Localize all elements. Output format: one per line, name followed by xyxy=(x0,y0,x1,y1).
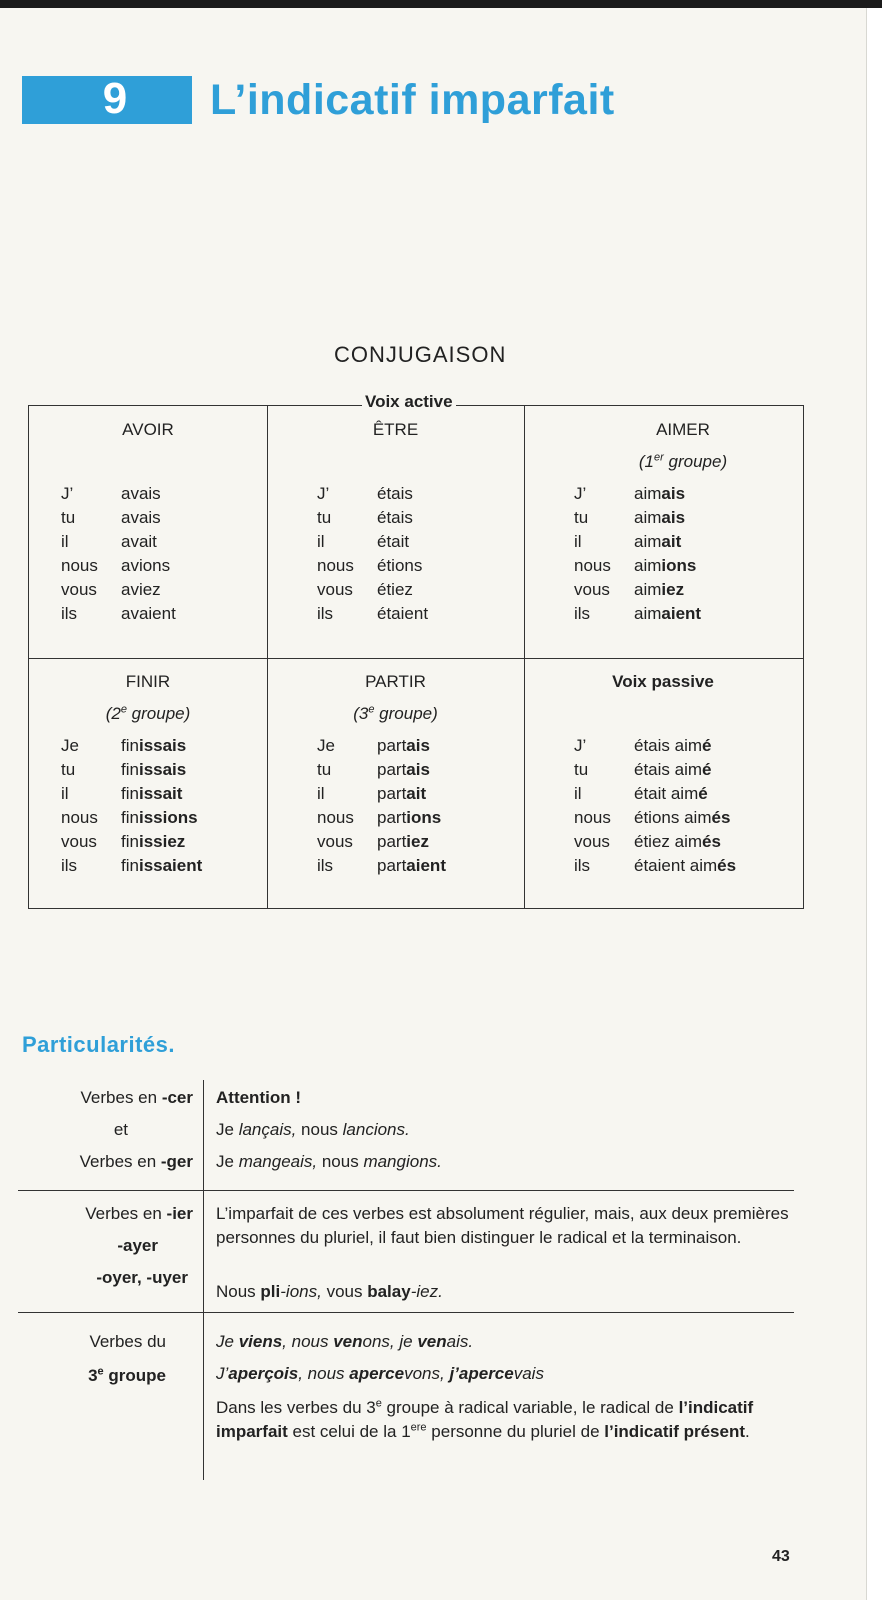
page-number: 43 xyxy=(772,1548,790,1565)
particularites-table xyxy=(18,1080,794,1480)
verb-title: AIMER xyxy=(656,420,710,439)
conjugation-row xyxy=(29,854,267,878)
verb-form: aimait xyxy=(634,532,682,551)
rule-example: Nous pli-ions, vous balay-iez. xyxy=(216,1282,443,1301)
conjugation-row xyxy=(267,482,524,506)
conjugation-row xyxy=(29,782,267,806)
conjugation-row xyxy=(524,830,802,854)
conjugation-row xyxy=(29,506,267,530)
conjugation-row xyxy=(267,602,524,626)
table-divider xyxy=(203,1080,204,1480)
rule-text: Dans les verbes du 3e groupe à radical variable, le radical de l’indicatif imparfait est celui de la 1ere personne du pluriel de l’indicatif présent. xyxy=(216,1397,754,1441)
conjugation-row xyxy=(29,578,267,602)
pronoun: vous xyxy=(61,832,97,851)
conjugation-row xyxy=(524,578,802,602)
conjugation-grid xyxy=(28,405,804,909)
top-border xyxy=(0,0,882,8)
verb-form: était xyxy=(377,532,410,551)
conjugation-row xyxy=(29,830,267,854)
table-divider xyxy=(18,1190,794,1191)
conjugation-row xyxy=(524,854,802,878)
conjugation-cell-etre xyxy=(267,406,524,658)
pronoun: nous xyxy=(317,808,354,827)
pronoun: Je xyxy=(317,736,335,755)
verb-form: partais xyxy=(377,760,430,779)
conjugation-row xyxy=(267,758,524,782)
conjugation-row xyxy=(524,734,802,758)
verb-form: étiez xyxy=(377,580,413,599)
pronoun: ils xyxy=(317,856,334,875)
conjugation-row xyxy=(29,530,267,554)
pronoun: vous xyxy=(61,580,97,599)
conjugation-row xyxy=(267,506,524,530)
verb-form: aimaient xyxy=(634,604,702,623)
pronoun: nous xyxy=(317,556,354,575)
conjugation-cell-voix-passive xyxy=(524,658,802,910)
conjugation-row xyxy=(29,602,267,626)
verb-form: étais aimé xyxy=(634,736,712,755)
conjugation-row xyxy=(524,506,802,530)
verb-title: AVOIR xyxy=(122,420,174,439)
conjugation-row xyxy=(267,854,524,878)
verb-form: avais xyxy=(121,484,161,503)
rule-example: Je mangeais, nous mangions. xyxy=(216,1152,442,1171)
conjugation-row xyxy=(524,806,802,830)
rule-label: Verbes en -ier xyxy=(85,1204,193,1223)
verb-form: finissiez xyxy=(121,832,186,851)
verb-form: partais xyxy=(377,736,430,755)
verb-form: avait xyxy=(121,532,157,551)
verb-form: finissions xyxy=(121,808,198,827)
conjugation-row xyxy=(29,758,267,782)
rule-label: Verbes en -cer xyxy=(80,1088,193,1107)
conjugation-row xyxy=(524,602,802,626)
pronoun: ils xyxy=(61,856,78,875)
pronoun: il xyxy=(574,532,582,551)
verb-form: était aimé xyxy=(634,784,708,803)
conjugation-row xyxy=(267,734,524,758)
conjugaison-heading: CONJUGAISON xyxy=(334,342,507,367)
verb-form: finissaient xyxy=(121,856,203,875)
chapter-number: 9 xyxy=(102,74,128,123)
verb-form: étiez aimés xyxy=(634,832,721,851)
conjugation-row xyxy=(29,482,267,506)
pronoun: vous xyxy=(317,580,353,599)
pronoun: tu xyxy=(317,508,332,527)
verb-form: partions xyxy=(377,808,442,827)
verb-form: étaient xyxy=(377,604,429,623)
chapter-title: L’indicatif imparfait xyxy=(210,76,615,124)
verb-group: (1er groupe) xyxy=(638,451,728,471)
verb-form: aimais xyxy=(634,508,686,527)
conjugation-row xyxy=(267,806,524,830)
pronoun: nous xyxy=(574,808,611,827)
verb-form: étions xyxy=(377,556,423,575)
verb-form: partaient xyxy=(377,856,446,875)
verb-form: avaient xyxy=(121,604,176,623)
rule-label: -ayer xyxy=(117,1236,158,1255)
verb-form: finissais xyxy=(121,736,187,755)
pronoun: il xyxy=(574,784,582,803)
pronoun: vous xyxy=(317,832,353,851)
verb-form: partiez xyxy=(377,832,429,851)
conjugation-cell-partir xyxy=(267,658,524,910)
pronoun: tu xyxy=(574,760,589,779)
pronoun: J’ xyxy=(317,484,330,503)
rule-label: Verbes en -ger xyxy=(79,1152,193,1171)
rule-label: -oyer, -uyer xyxy=(96,1268,188,1287)
verb-form: partait xyxy=(377,784,427,803)
rule-example: Je viens, nous venons, je venais. xyxy=(216,1332,474,1351)
verb-form: étais xyxy=(377,484,413,503)
rule-label: 3e groupe xyxy=(88,1365,166,1385)
page-edge xyxy=(866,0,882,1600)
verb-title: FINIR xyxy=(125,672,171,691)
conjugation-row xyxy=(524,482,802,506)
verb-form: finissait xyxy=(121,784,183,803)
particularites-title: Particularités. xyxy=(22,1032,176,1057)
conjugation-row xyxy=(524,782,802,806)
voix-passive-title: Voix passive xyxy=(612,672,714,691)
verb-form: aimions xyxy=(634,556,697,575)
pronoun: il xyxy=(317,532,325,551)
verb-form: étaient aimés xyxy=(634,856,737,875)
pronoun: J’ xyxy=(574,736,587,755)
verb-title: ÊTRE xyxy=(372,420,419,439)
verb-form: avais xyxy=(121,508,161,527)
verb-form: étais aimé xyxy=(634,760,712,779)
rule-label: Verbes du xyxy=(89,1332,166,1351)
rule-example: J’aperçois, nous apercevons, j’apercevais xyxy=(216,1364,544,1383)
pronoun: il xyxy=(61,532,69,551)
conjugation-row xyxy=(524,554,802,578)
pronoun: tu xyxy=(317,760,332,779)
pronoun: ils xyxy=(317,604,334,623)
pronoun: tu xyxy=(61,760,76,779)
verb-form: finissais xyxy=(121,760,187,779)
verb-form: avions xyxy=(121,556,171,575)
verb-form: étais xyxy=(377,508,413,527)
conjugation-row xyxy=(267,578,524,602)
verb-title: PARTIR xyxy=(365,672,426,691)
conjugation-cell-avoir xyxy=(29,406,267,658)
verb-group: (3e groupe) xyxy=(353,703,438,723)
conjugation-row xyxy=(524,758,802,782)
conjugation-cell-finir xyxy=(29,658,267,910)
pronoun: J’ xyxy=(61,484,74,503)
voix-active-label: Voix active xyxy=(362,392,456,412)
rule-label: et xyxy=(113,1120,128,1139)
verb-form: aimais xyxy=(634,484,686,503)
pronoun: il xyxy=(61,784,69,803)
conjugation-row xyxy=(29,554,267,578)
conjugation-row xyxy=(29,734,267,758)
pronoun: il xyxy=(317,784,325,803)
attention-note: Attention ! xyxy=(216,1088,301,1107)
pronoun: tu xyxy=(61,508,76,527)
conjugation-row xyxy=(267,530,524,554)
table-divider xyxy=(18,1312,794,1313)
verb-form: aviez xyxy=(121,580,161,599)
pronoun: vous xyxy=(574,580,610,599)
pronoun: vous xyxy=(574,832,610,851)
pronoun: Je xyxy=(61,736,79,755)
verb-group: (2e groupe) xyxy=(105,703,191,723)
pronoun: nous xyxy=(61,808,98,827)
conjugation-row xyxy=(29,806,267,830)
verb-form: étions aimés xyxy=(634,808,731,827)
conjugation-row xyxy=(267,554,524,578)
conjugation-row xyxy=(267,782,524,806)
pronoun: J’ xyxy=(574,484,587,503)
conjugation-row xyxy=(267,830,524,854)
pronoun: nous xyxy=(61,556,98,575)
verb-form: aimiez xyxy=(634,580,685,599)
conjugation-cell-aimer xyxy=(524,406,802,658)
pronoun: ils xyxy=(574,856,591,875)
pronoun: ils xyxy=(574,604,591,623)
pronoun: nous xyxy=(574,556,611,575)
conjugation-row xyxy=(524,530,802,554)
pronoun: tu xyxy=(574,508,589,527)
rule-text: L’imparfait de ces verbes est absolument régulier, mais, aux deux premières personnes du pluriel, il faut bien distinguer le radical et la terminaison. xyxy=(216,1204,789,1247)
pronoun: ils xyxy=(61,604,78,623)
rule-example: Je lançais, nous lancions. xyxy=(216,1120,410,1139)
